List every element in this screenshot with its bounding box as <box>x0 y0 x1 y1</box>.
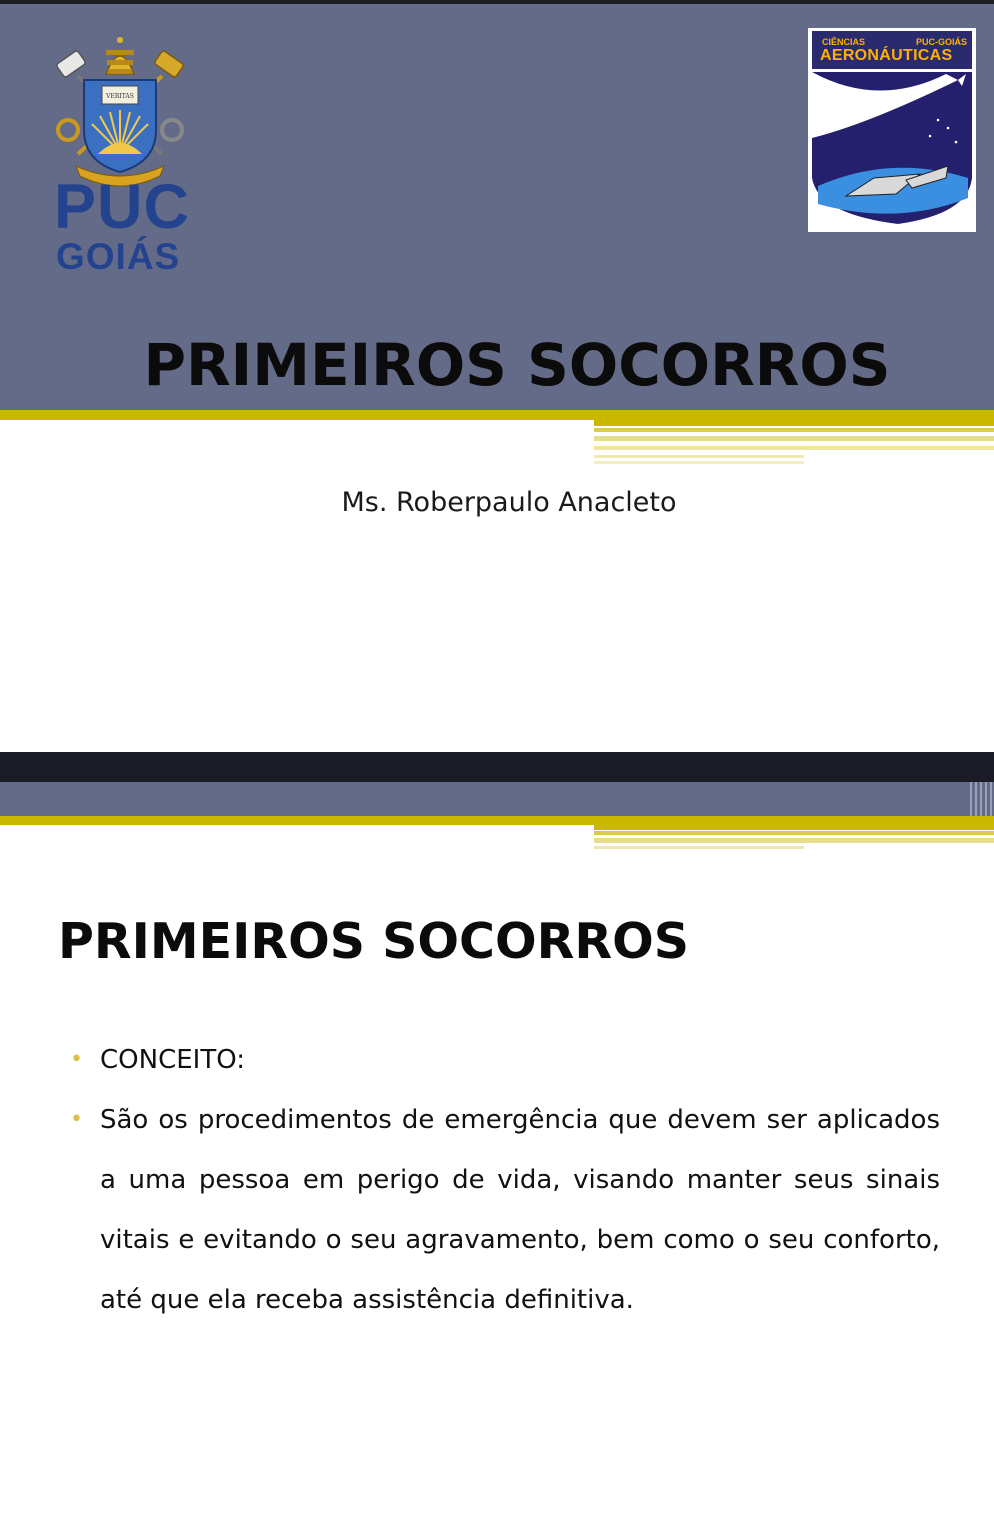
aeronautics-logo-label: PUC-GOIÁS <box>916 37 968 47</box>
stripe-fade <box>594 831 994 835</box>
author-name: Ms. Roberpaulo Anacleto <box>341 487 677 518</box>
stripe-fade <box>594 446 994 450</box>
header-edge-lines <box>970 782 994 816</box>
slide-title: PRIMEIROS SOCORROS <box>58 913 690 970</box>
stripe-fade <box>594 436 994 441</box>
bullet-item <box>70 1090 940 1330</box>
bullet-item <box>70 1030 940 1090</box>
content-slide <box>0 782 994 1533</box>
shield-icon <box>84 80 156 172</box>
stripe-fade <box>594 846 804 849</box>
stripe-fade <box>594 461 804 464</box>
stripe-fade <box>594 428 994 432</box>
aeronautics-logo-label: CIÊNCIAS <box>822 37 866 47</box>
slide-divider <box>0 752 994 782</box>
aeronautics-logo-title: AERONÁUTICAS <box>820 47 953 64</box>
slide-title: PRIMEIROS SOCORROS <box>143 331 891 399</box>
bullet-dot-icon: • <box>70 1107 83 1132</box>
papal-tiara-icon <box>106 37 134 74</box>
slide-header-band <box>0 782 994 816</box>
bullet-text: CONCEITO: <box>100 1045 245 1075</box>
puc-logo-text: PUC <box>54 172 191 242</box>
bullet-text: São os procedimentos de emergência que devem ser aplicados a uma pessoa em perigo de vida, visando manter seus sinais vitais e evitando o seu agravamento, bem como o seu conforto, até que ela receba assistência definitiva. <box>100 1105 940 1315</box>
svg-text:VERITAS: VERITAS <box>106 93 134 100</box>
stripe-highlight <box>0 825 594 832</box>
bullet-dot-icon: • <box>70 1047 83 1072</box>
goias-logo-text: GOIÁS <box>56 236 181 277</box>
aeronautics-course-logo <box>808 28 976 232</box>
stripe-highlight <box>0 420 594 429</box>
stripe-fade <box>594 455 804 458</box>
stripe-fade <box>594 838 994 843</box>
airplane-sky-icon <box>808 28 976 232</box>
bullet-list <box>70 1030 940 1330</box>
title-slide <box>0 0 994 752</box>
